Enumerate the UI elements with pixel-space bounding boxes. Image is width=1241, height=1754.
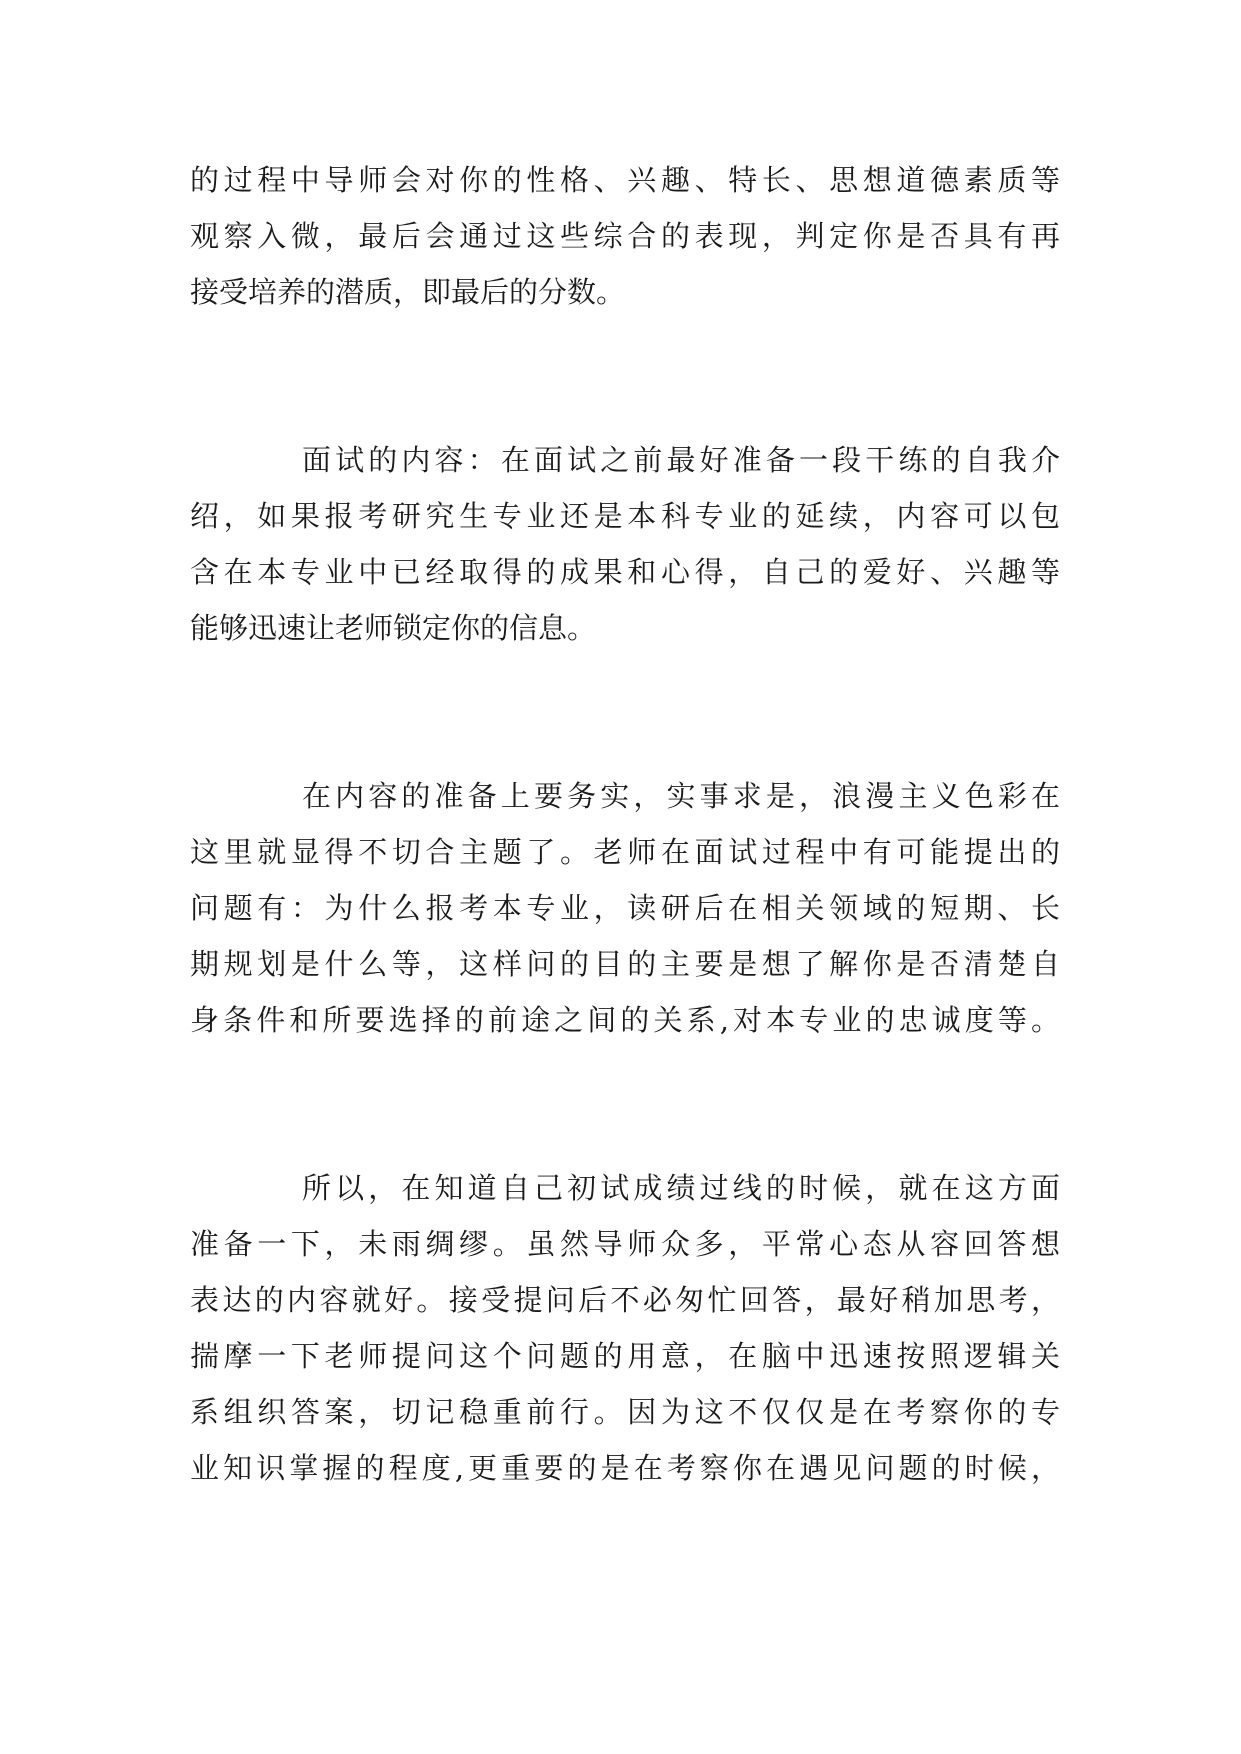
- paragraph-4-line-3: 表达的内容就好。接受提问后不必匆忙回答，最好稍加思考，: [190, 1283, 1060, 1317]
- paragraph-4-line-2: 准备一下，未雨绸缪。虽然导师众多，平常心态从容回答想: [190, 1227, 1060, 1261]
- paragraph-3-line-2: 这里就显得不切合主题了。老师在面试过程中有可能提出的: [190, 835, 1060, 869]
- paragraph-2-line-4: 能够迅速让老师锁定你的信息。: [190, 611, 597, 645]
- paragraph-1-line-1: 的过程中导师会对你的性格、兴趣、特长、思想道德素质等: [190, 163, 1060, 197]
- paragraph-3-line-4: 期规划是什么等，这样问的目的主要是想了解你是否清楚自: [190, 947, 1060, 981]
- paragraph-1-line-2: 观察入微，最后会通过这些综合的表现，判定你是否具有再: [190, 219, 1060, 253]
- paragraph-3-line-1: 在内容的准备上要务实，实事求是，浪漫主义色彩在: [302, 779, 1060, 813]
- paragraph-3-line-3: 问题有：为什么报考本专业，读研后在相关领域的短期、长: [190, 891, 1060, 925]
- paragraph-1-line-3: 接受培养的潜质，即最后的分数。: [190, 275, 626, 309]
- paragraph-2-line-3: 含在本专业中已经取得的成果和心得，自己的爱好、兴趣等: [190, 555, 1060, 589]
- paragraph-4-line-1: 所以，在知道自己初试成绩过线的时候，就在这方面: [302, 1171, 1060, 1205]
- paragraph-3-line-5: 身条件和所要选择的前途之间的关系,对本专业的忠诚度等。: [190, 1003, 1060, 1037]
- paragraph-2-line-2: 绍，如果报考研究生专业还是本科专业的延续，内容可以包: [190, 499, 1060, 533]
- paragraph-2-line-1: 面试的内容：在面试之前最好准备一段干练的自我介: [302, 443, 1060, 477]
- paragraph-4-line-6: 业知识掌握的程度,更重要的是在考察你在遇见问题的时候，: [190, 1451, 1060, 1485]
- paragraph-4-line-5: 系组织答案，切记稳重前行。因为这不仅仅是在考察你的专: [190, 1395, 1060, 1429]
- paragraph-4-line-4: 揣摩一下老师提问这个问题的用意，在脑中迅速按照逻辑关: [190, 1339, 1060, 1373]
